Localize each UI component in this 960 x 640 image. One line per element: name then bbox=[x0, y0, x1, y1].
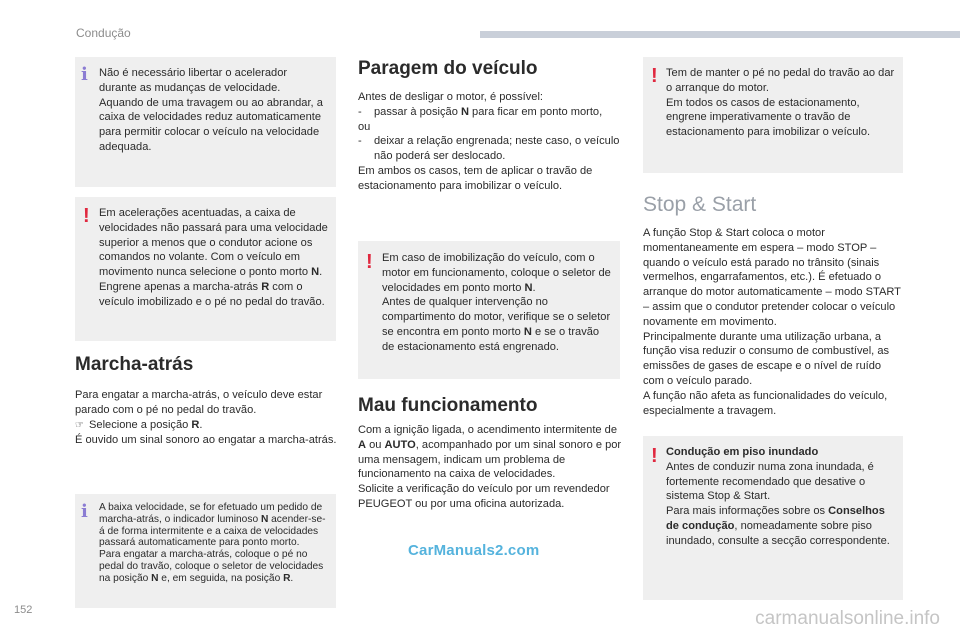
warning-text-part: . bbox=[532, 281, 536, 294]
warning-text-part: , nomeadamente sobre piso inundado, consulte a secção correspondente. bbox=[666, 519, 890, 547]
malf-text: Solicite a verificação do veículo por um revendedor PEUGEOT ou por uma oficina autorizada. bbox=[358, 483, 610, 510]
reverse-beep: É ouvido um sinal sonoro ao engatar a marcha-atrás. bbox=[75, 434, 337, 447]
list-text: deixar a relação engrenada; neste caso, o veículo não poderá ser deslocado. bbox=[374, 135, 620, 163]
warning-text-part: Em todos os casos de estacionamento, engrene imperativamente o travão de estacionamento para imobilizar o veículo. bbox=[666, 96, 871, 139]
site-watermark: carmanualsonline.info bbox=[755, 608, 940, 629]
info-text-part: . bbox=[290, 572, 294, 584]
stop-or: ou bbox=[358, 120, 371, 133]
driving-advice-reference: Conselhos de condução bbox=[666, 505, 885, 532]
reverse-intro: Para engatar a marcha-atrás, o veículo deve estar parado com o pé no pedal do travão. bbox=[75, 389, 323, 416]
warning-title: Condução em piso inundado bbox=[666, 446, 819, 458]
warning-box-immobilisation bbox=[358, 241, 620, 379]
gear-n: N bbox=[151, 572, 159, 584]
warning-text bbox=[99, 206, 329, 310]
info-icon: i bbox=[81, 64, 88, 85]
warning-text-part: Antes de conduzir numa zona inundada, é fortemente recomendado que desative o sistema Stop & Start. bbox=[666, 460, 874, 503]
gear-r: R bbox=[283, 572, 291, 584]
warning-box-acceleration bbox=[75, 197, 336, 341]
ss-paragraph: Principalmente durante uma utilização urbana, a função visa reduzir o consumo de combustível, as emissões de gases de escape e o nível de ruído com o veículo parado. bbox=[643, 330, 890, 387]
page-number: 152 bbox=[14, 604, 33, 616]
info-text bbox=[99, 502, 329, 585]
section-title: Condução bbox=[76, 26, 131, 40]
warning-text-part: . bbox=[319, 266, 323, 279]
info-box-gears bbox=[75, 57, 336, 187]
ss-paragraph: A função não afeta as funcionalidades do veículo, especialmente a travagem. bbox=[643, 389, 888, 417]
warning-icon: ! bbox=[651, 445, 658, 467]
gear-n: N bbox=[524, 281, 533, 294]
reverse-bullet bbox=[75, 418, 337, 434]
pointing-finger-icon: ☞ bbox=[75, 419, 84, 431]
gear-r: R bbox=[191, 418, 200, 431]
dash: - bbox=[358, 135, 362, 148]
warning-text bbox=[382, 251, 614, 355]
malfunction-heading: Mau funcionamento bbox=[358, 395, 538, 416]
reverse-body bbox=[75, 388, 337, 448]
info-text-part: A baixa velocidade, se for efetuado um pedido de marcha-atrás, o indicador luminoso bbox=[99, 502, 323, 525]
warning-text-part: Em acelerações acentuadas, a caixa de velocidades não passará para uma velocidade superior a menos que o condutor acione os comandos no volante. Com o veículo em movimento nunca selecione o ponto morto bbox=[99, 207, 328, 279]
warning-text bbox=[666, 66, 898, 140]
bullet-text: Selecione a posição bbox=[89, 418, 192, 431]
ss-paragraph: A função Stop & Start coloca o motor momentaneamente em espera – modo STOP – quando o veículo está parado no trânsito (sinais vermelhos, engarrafamentos, etc.). É efetuado o arranque do motor automaticamente – modo START – assim que o condutor pretender colocar o veículo novamente em movimento. bbox=[643, 227, 901, 328]
warning-text-part: e se o travão de estacionamento está engrenado. bbox=[382, 325, 600, 353]
carmanuals-watermark: CarManuals2.com bbox=[408, 542, 540, 559]
stop-start-body bbox=[643, 226, 905, 418]
warning-text-part: Em caso de imobilização do veículo, com o motor em funcionamento, coloque o seletor de velocidades em ponto morto bbox=[382, 252, 611, 294]
info-icon: i bbox=[81, 501, 88, 522]
stop-start-heading: Stop & Start bbox=[643, 193, 757, 216]
warning-text bbox=[666, 445, 898, 549]
info-text: Não é necessário libertar o acelerador durante as mudanças de velocidade. Aquando de uma travagem ou ao abrandar, a caixa de velocidades reduz automaticamente para permitir colocar o veículo na velocidade adequada. bbox=[99, 67, 323, 153]
info-box-low-speed bbox=[75, 494, 336, 608]
info-text-part: e, em seguida, na posição bbox=[158, 572, 284, 584]
list-text: para ficar em ponto morto, bbox=[468, 105, 603, 118]
warning-icon: ! bbox=[83, 205, 90, 227]
gear-n: N bbox=[460, 105, 469, 118]
list-text: passar à posição bbox=[374, 105, 461, 118]
reverse-heading: Marcha-atrás bbox=[75, 354, 194, 375]
gear-n: N bbox=[260, 513, 269, 525]
list-item bbox=[358, 134, 622, 164]
indicator-a: A bbox=[358, 438, 367, 451]
dash: - bbox=[358, 105, 362, 118]
stop-outro: Em ambos os casos, tem de aplicar o travão de estacionamento para imobilizar o veículo. bbox=[358, 164, 593, 192]
bullet-text: . bbox=[199, 418, 203, 431]
header-bar bbox=[480, 31, 960, 38]
stop-heading: Paragem do veículo bbox=[358, 58, 538, 79]
warning-box-flooded-road bbox=[643, 436, 903, 600]
list-item bbox=[358, 105, 622, 120]
warning-box-brake bbox=[643, 57, 903, 173]
warning-text-part: Engrene apenas a marcha-atrás bbox=[99, 280, 262, 293]
malfunction-body bbox=[358, 423, 622, 512]
malf-text: , acompanhado por um sinal sonoro e por uma mensagem, indicam um problema de funcionamento na caixa de velocidades. bbox=[358, 438, 622, 481]
warning-text-part: com o veículo imobilizado e o pé no pedal do travão. bbox=[99, 280, 325, 308]
info-text-part: acender-se-á de forma intermitente e a caixa de velocidades passará automaticamente para ponto morto. bbox=[99, 513, 326, 549]
warning-text-part: Para mais informações sobre os bbox=[666, 505, 829, 518]
warning-icon: ! bbox=[651, 65, 658, 87]
warning-text-part: Antes de qualquer intervenção no compartimento do motor, verifique se o seletor se encontra em ponto morto bbox=[382, 296, 611, 338]
malf-text: Com a ignição ligada, o acendimento intermitente de bbox=[358, 424, 618, 436]
stop-body bbox=[358, 90, 622, 194]
info-text-part: Para engatar a marcha-atrás, coloque o pé no pedal do travão, coloque o seletor de velocidades na posição bbox=[99, 549, 324, 584]
gear-n: N bbox=[523, 325, 532, 338]
malf-text: ou bbox=[366, 438, 385, 451]
stop-intro: Antes de desligar o motor, é possível: bbox=[358, 91, 543, 103]
indicator-auto: AUTO bbox=[384, 438, 416, 451]
gear-n: N bbox=[311, 266, 320, 279]
warning-icon: ! bbox=[366, 251, 373, 273]
warning-text-part: Tem de manter o pé no pedal do travão ao dar o arranque do motor. bbox=[666, 67, 895, 94]
gear-r: R bbox=[261, 280, 270, 293]
